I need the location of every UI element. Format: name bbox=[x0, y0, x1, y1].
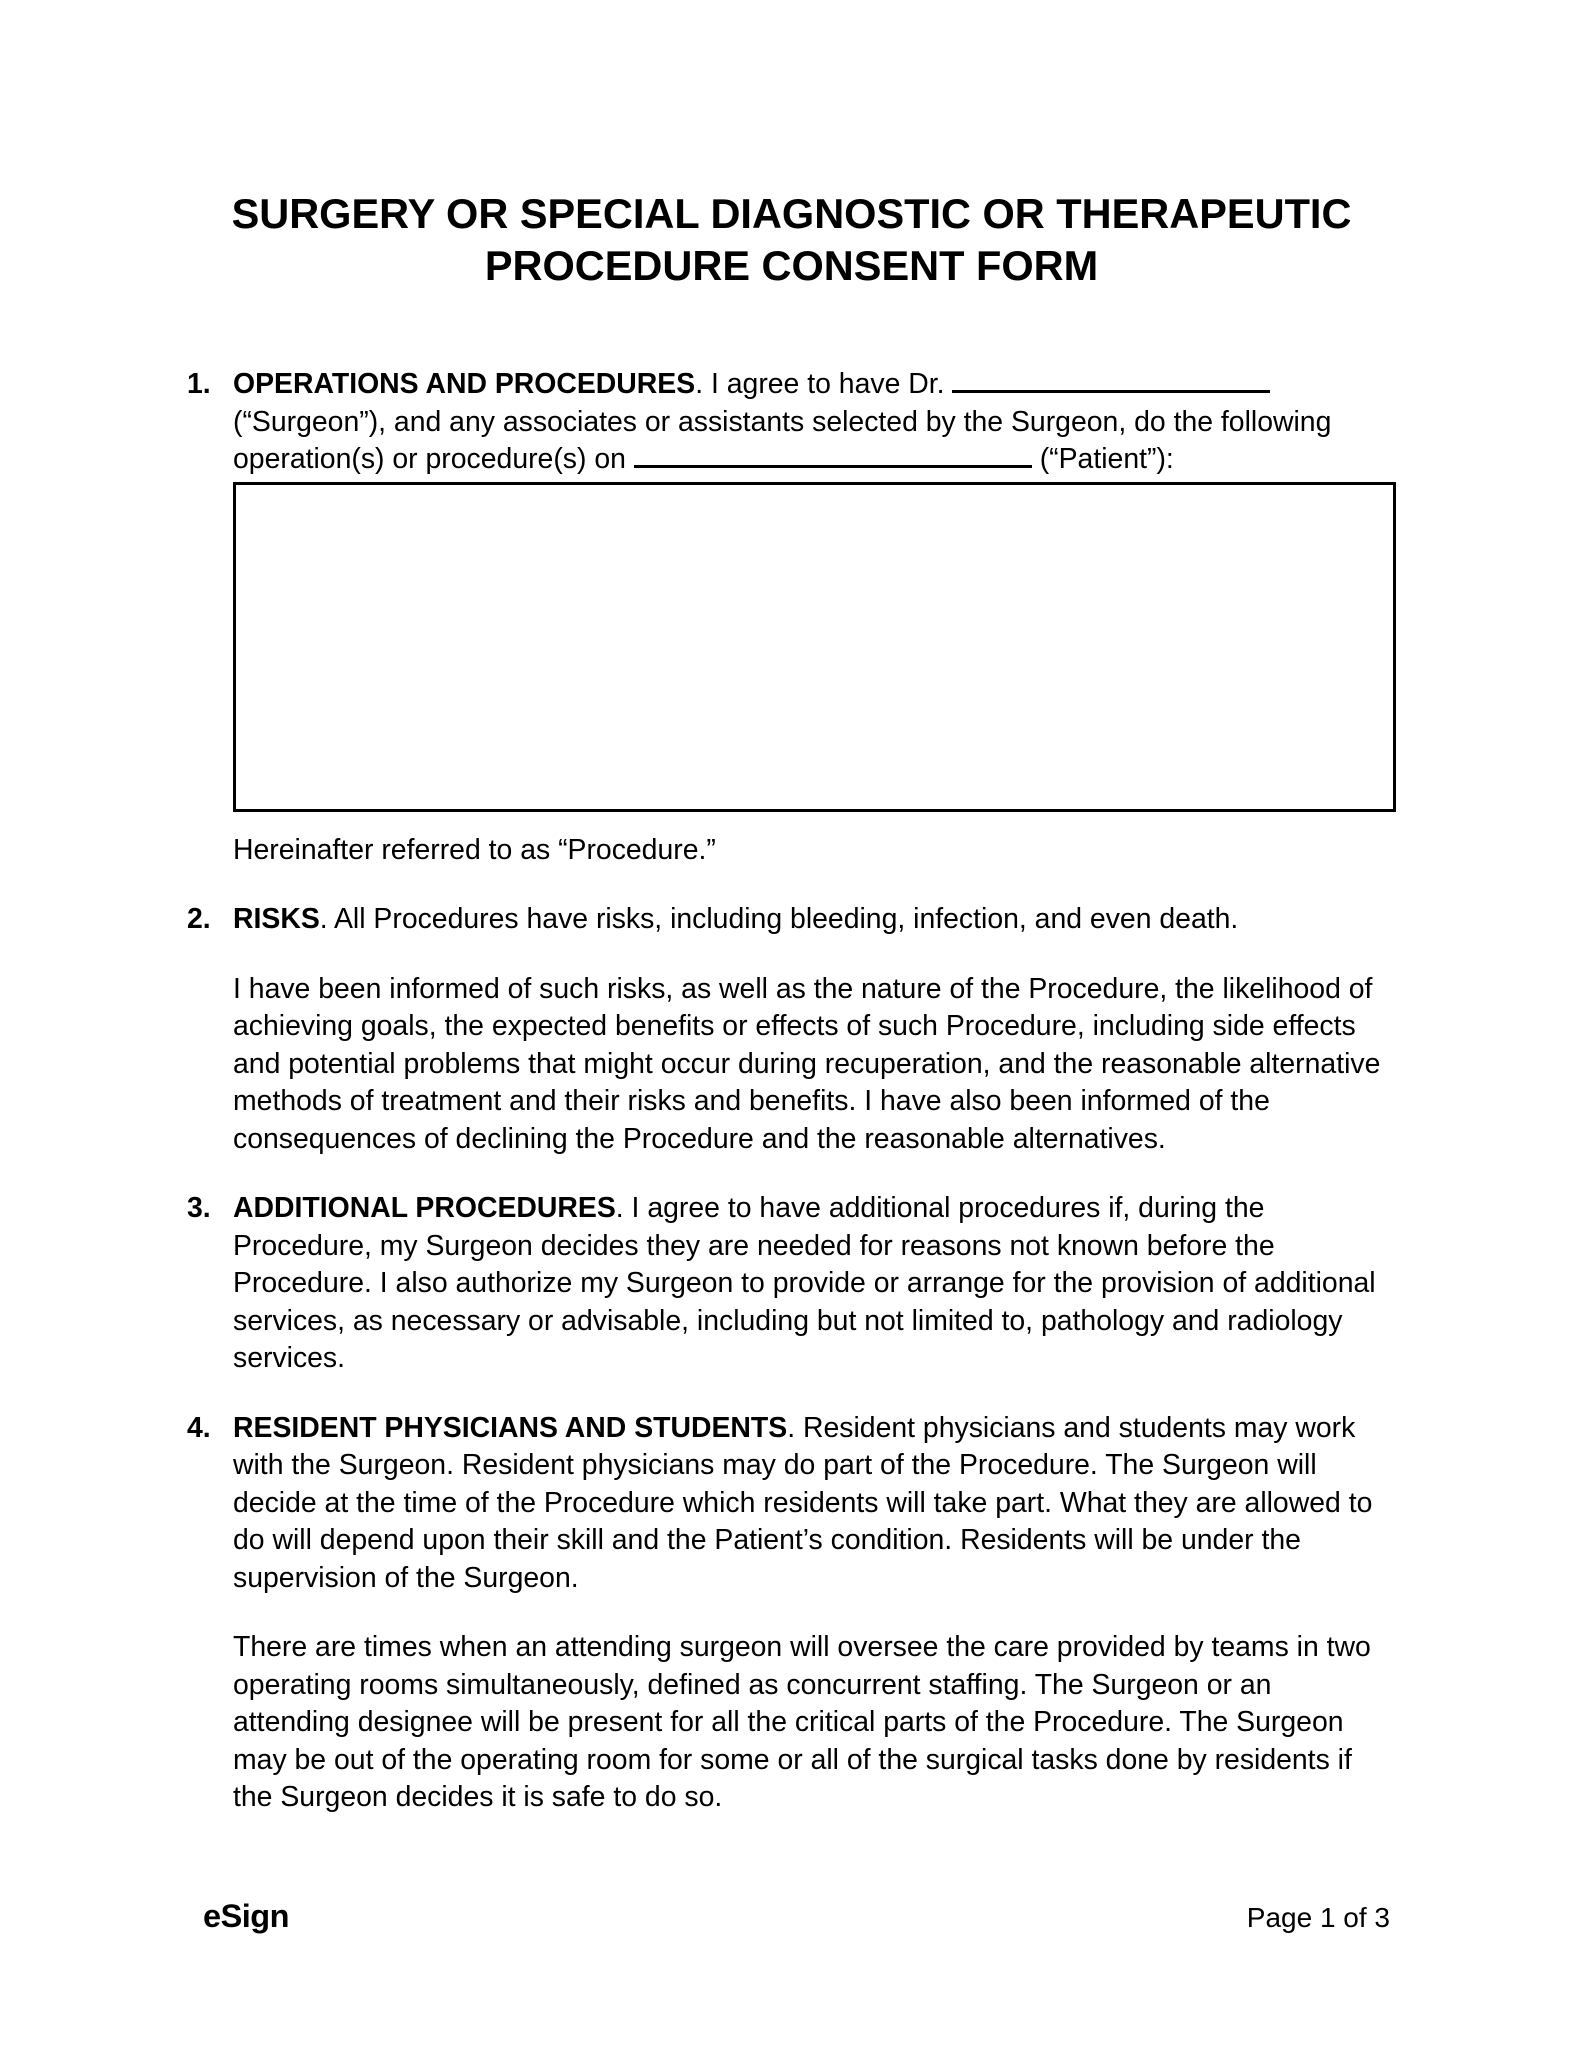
section-operations-and-procedures bbox=[187, 366, 1396, 869]
section-number: 2. bbox=[187, 903, 211, 935]
section-number: 4. bbox=[187, 1411, 211, 1444]
risks-informed-paragraph: I have been informed of such risks, as well as the nature of the Procedure, the likelihood of achieving goals, the expected benefits or effects of such Procedure, including side effects and potential problems that might occur during recuperation, and the reasonable alternative methods of treatment and their risks and benefits. I have also been informed of the consequences of declining the Procedure and the reasonable alternatives. bbox=[233, 972, 1381, 1155]
section-text: (“Surgeon”), and any associates or assistants selected by the Surgeon, do the following operation(s) or procedure(s) on bbox=[233, 405, 1332, 475]
section-body bbox=[233, 901, 1396, 939]
section-heading: RISKS bbox=[233, 903, 320, 935]
procedure-note: Hereinafter referred to as “Procedure.” bbox=[233, 833, 716, 866]
section-body bbox=[233, 366, 1396, 479]
section-heading: ADDITIONAL PROCEDURES bbox=[233, 1192, 616, 1224]
section-text: . I agree to have Dr. bbox=[695, 368, 953, 400]
procedure-description-box[interactable] bbox=[233, 482, 1396, 812]
section-number: 1. bbox=[187, 368, 211, 400]
document-title: SURGERY OR SPECIAL DIAGNOSTIC OR THERAPEUTIC PROCEDURE CONSENT FORM bbox=[231, 190, 1352, 289]
section-text: (“Patient”): bbox=[1031, 443, 1174, 475]
section-body bbox=[233, 1190, 1396, 1378]
section-number: 3. bbox=[187, 1192, 211, 1224]
esign-logo: eSign bbox=[203, 1898, 289, 1934]
page-footer bbox=[203, 1898, 1390, 1937]
section-text: . All Procedures have risks, including bleeding, infection, and even death. bbox=[319, 903, 1239, 935]
section-risks bbox=[187, 901, 1396, 1158]
section-heading: OPERATIONS AND PROCEDURES bbox=[233, 368, 696, 400]
page-indicator: Page 1 of 3 bbox=[1246, 1902, 1390, 1933]
surgeon-name-blank[interactable] bbox=[952, 390, 1270, 393]
section-resident-physicians bbox=[187, 1410, 1396, 1817]
section-additional-procedures bbox=[187, 1190, 1396, 1378]
section-text: . Resident physicians and students may work with the Surgeon. Resident physicians may do part of the Procedure. The Surgeon will decide at the time of the Procedure which residents will take part. What they are allowed to do will depend upon their skill and the Patient’s condition. Residents will be under the supervision of the Surgeon. bbox=[233, 1411, 1373, 1594]
section-body bbox=[233, 1410, 1396, 1598]
concurrent-staffing-paragraph: There are times when an attending surgeon will oversee the care provided by teams in two operating rooms simultaneously, defined as concurrent staffing. The Surgeon or an attending designee will be present for all the critical parts of the Procedure. The Surgeon may be out of the operating room for some or all of the surgical tasks done by residents if the Surgeon decides it is safe to do so. bbox=[233, 1631, 1371, 1813]
section-heading: RESIDENT PHYSICIANS AND STUDENTS bbox=[233, 1411, 788, 1444]
patient-name-blank[interactable] bbox=[634, 465, 1032, 468]
section-text: . I agree to have additional procedures if, during the Procedure, my Surgeon decides they are needed for reasons not known before the Procedure. I also authorize my Surgeon to provide or arrange for the provision of additional services, as necessary or advisable, including but not limited to, pathology and radiology services. bbox=[233, 1192, 1376, 1374]
